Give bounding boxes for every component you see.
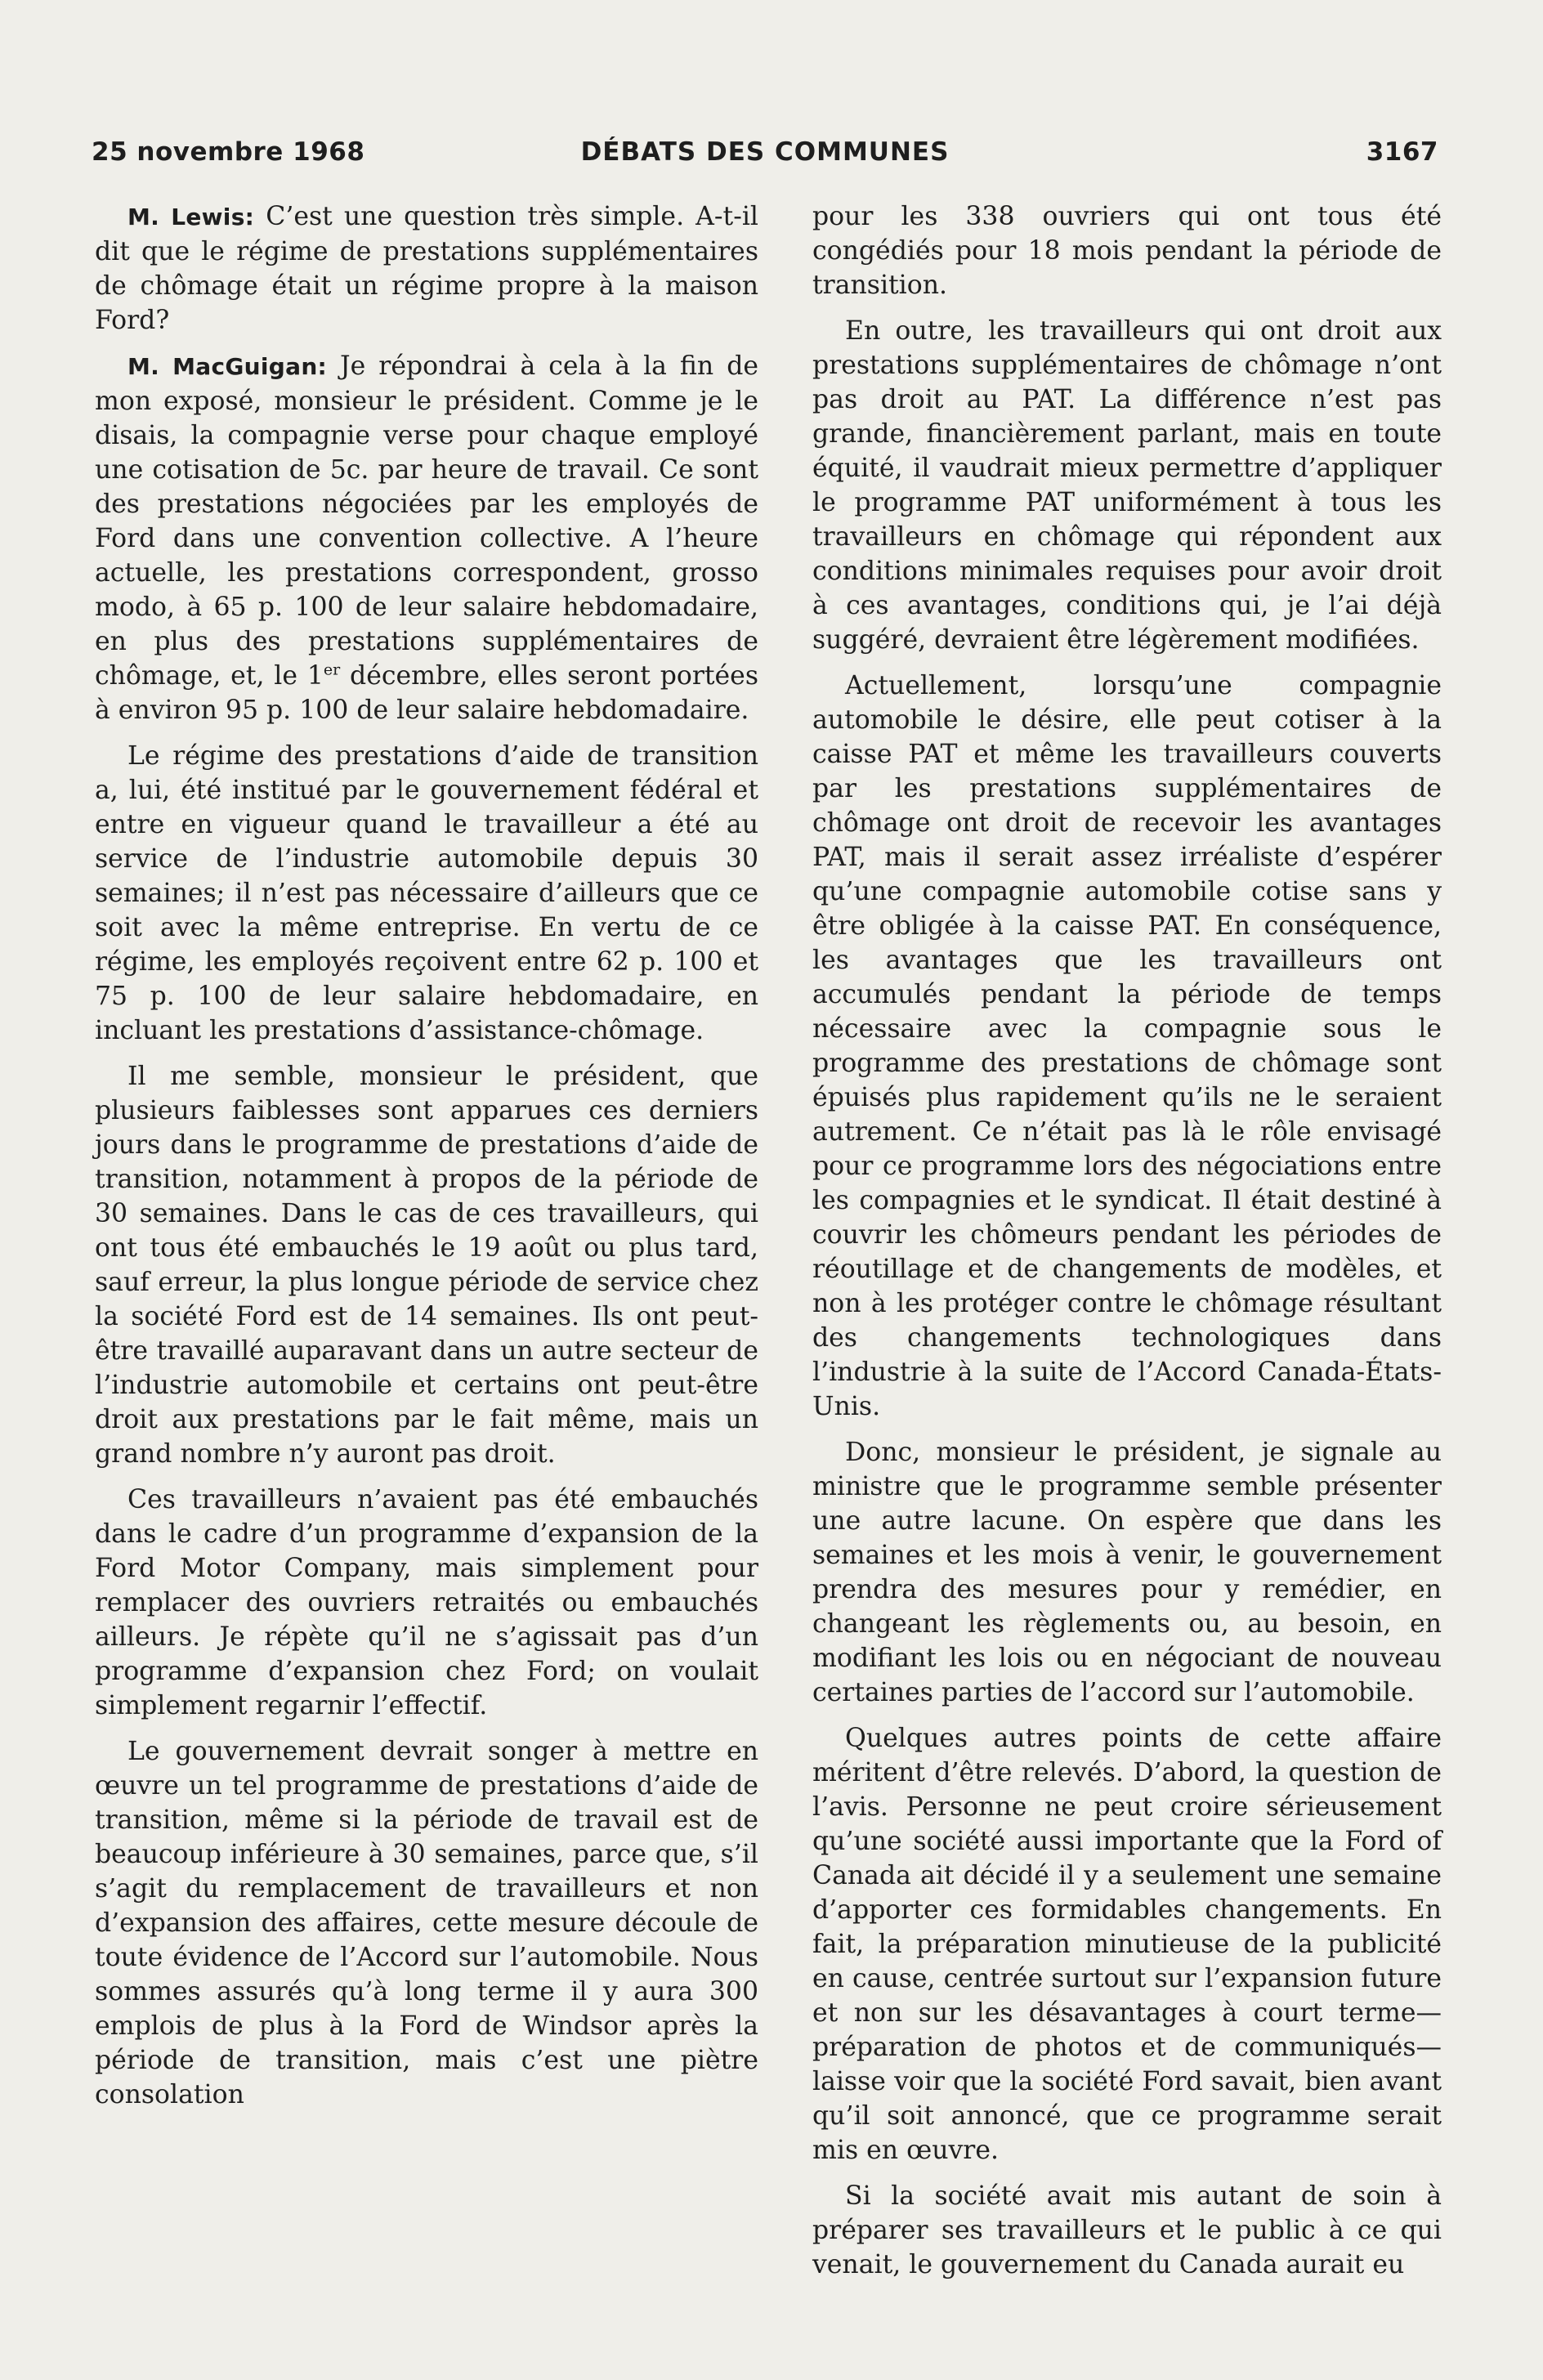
header-title: DÉBATS DES COMMUNES: [580, 137, 950, 167]
paragraph: Si la société avait mis autant de soin à préparer ses travailleurs et le public à ce qui venait, le gouvernement du Canada aurait eu: [812, 2181, 1442, 2279]
speaker-name: M. Lewis:: [127, 204, 255, 230]
left-column: [95, 199, 758, 2123]
paragraph: Le gouvernement devrait songer à mettre en œuvre un tel programme de prestations d’aide de transition, même si la période de travail est de beaucoup inférieure à 30 semaines, parce que, s’il s’agit du remplacement de travailleurs et non d’expansion des affaires, cette mesure découle de toute évidence de l’Accord sur l’automobile. Nous sommes assurés qu’à long terme il y aura 300 emplois de plus à la Ford de Windsor après la période de transition, mais c’est une piètre consolation: [95, 1737, 758, 2109]
paragraph-text: C’est une question très simple. A-t-il dit que le régime de prestations supplémentaires de chômage était un régime propre à la maison Ford?: [95, 202, 759, 335]
speaker-name: M. MacGuigan:: [127, 353, 328, 380]
paragraph: [95, 199, 758, 338]
paragraph-text: Je répondrai à cela à la fin de mon exposé, monsieur le président. Comme je le disais, la compagnie verse pour chaque employé une cotisation de 5c. par heure de travail. Ce sont des prestations négociées par les employés de Ford dans une convention collective. A l’heure actuelle, les prestations correspondent, grosso modo, à 65 p. 100 de leur salaire hebdomadaire, en plus des prestations supplémentaires de chômage, et, le 1: [95, 351, 758, 691]
header-page-number: 3167: [1366, 137, 1438, 167]
paragraph-text: décembre, elles seront portées à environ 95 p. 100 de leur salaire hebdomadaire.: [95, 661, 758, 725]
paragraph: Actuellement, lorsqu’une compagnie automobile le désire, elle peut cotiser à la caisse PAT et même les travailleurs couverts par les prestations supplémentaires de chômage ont droit de recevoir les avantages PAT, mais il serait assez irréaliste d’espérer qu’une compagnie automobile cotise sans y être obligée à la caisse PAT. En conséquence, les avantages que les travailleurs ont accumulés pendant la période de temps nécessaire avec la compagnie sous le programme des prestations de chômage sont épuisés plus rapidement qu’ils ne le seraient autrement. Ce n’était pas là le rôle envisagé pour ce programme lors des négociations entre les compagnies et le syndicat. Il était destiné à couvrir les chômeurs pendant les périodes de réoutillage et de changements de modèles, et non à les protéger contre le chômage résultant des changements technologiques dans l’industrie à la suite de l’Accord Canada-États-Unis.: [812, 671, 1442, 1421]
paragraph: Ces travailleurs n’avaient pas été embauchés dans le cadre d’un programme d’expansion de la Ford Motor Company, mais simplement pour remplacer des ouvriers retraités ou embauchés ailleurs. Je répète qu’il ne s’agissait pas d’un programme d’expansion chez Ford; on voulait simplement regarnir l’effectif.: [95, 1485, 758, 1720]
superscript: er: [323, 660, 341, 679]
paragraph: Il me semble, monsieur le président, que plusieurs faiblesses sont apparues ces derniers jours dans le programme de prestations d’aide de transition, notamment à propos de la période de 30 semaines. Dans le cas de ces travailleurs, qui ont tous été embauchés le 19 août ou plus tard, sauf erreur, la plus longue période de service chez la société Ford est de 14 semaines. Ils ont peut-être travaillé auparavant dans un autre secteur de l’industrie automobile et certains ont peut-être droit aux prestations par le fait même, mais un grand nombre n’y auront pas droit.: [95, 1062, 758, 1469]
header-date: 25 novembre 1968: [92, 137, 365, 167]
paragraph: En outre, les travailleurs qui ont droit aux prestations supplémentaires de chômage n’ont pas droit au PAT. La différence n’est pas grande, financièrement parlant, mais en toute équité, il vaudrait mieux permettre d’appliquer le programme PAT uniformément à tous les travailleurs en chômage qui répondent aux conditions minimales requises pour avoir droit à ces avantages, conditions qui, je l’ai déjà suggéré, devraient être légèrement modifiées.: [812, 316, 1442, 655]
paragraph: pour les 338 ouvriers qui ont tous été congédiés pour 18 mois pendant la période de transition.: [812, 202, 1442, 300]
right-column: [812, 199, 1442, 2293]
page-header: [92, 137, 1438, 173]
paragraph: [95, 349, 758, 727]
paragraph: Le régime des prestations d’aide de transition a, lui, été institué par le gouvernement fédéral et entre en vigueur quand le travailleur a été au service de l’industrie automobile depuis 30 semaines; il n’est pas nécessaire d’ailleurs que ce soit avec la même entreprise. En vertu de ce régime, les employés reçoivent entre 62 p. 100 et 75 p. 100 de leur salaire hebdomadaire, en incluant les prestations d’assistance-chômage.: [95, 741, 758, 1045]
paragraph: Quelques autres points de cette affaire méritent d’être relevés. D’abord, la question de l’avis. Personne ne peut croire sérieusement qu’une société aussi importante que la Ford of Canada ait décidé il y a seulement une semaine d’apporter ces formidables changements. En fait, la préparation minutieuse de la publicité en cause, centrée surtout sur l’expansion future et non sur les désavantages à court terme—préparation de photos et de communiqués—laisse voir que la société Ford savait, bien avant qu’il soit annoncé, que ce programme serait mis en œuvre.: [812, 1724, 1442, 2165]
paragraph: Donc, monsieur le président, je signale au ministre que le programme semble présenter une autre lacune. On espère que dans les semaines et les mois à venir, le gouvernement prendra des mesures pour y remédier, en changeant les règlements ou, au besoin, en modifiant les lois ou en négociant de nouveau certaines parties de l’accord sur l’automobile.: [812, 1438, 1442, 1707]
